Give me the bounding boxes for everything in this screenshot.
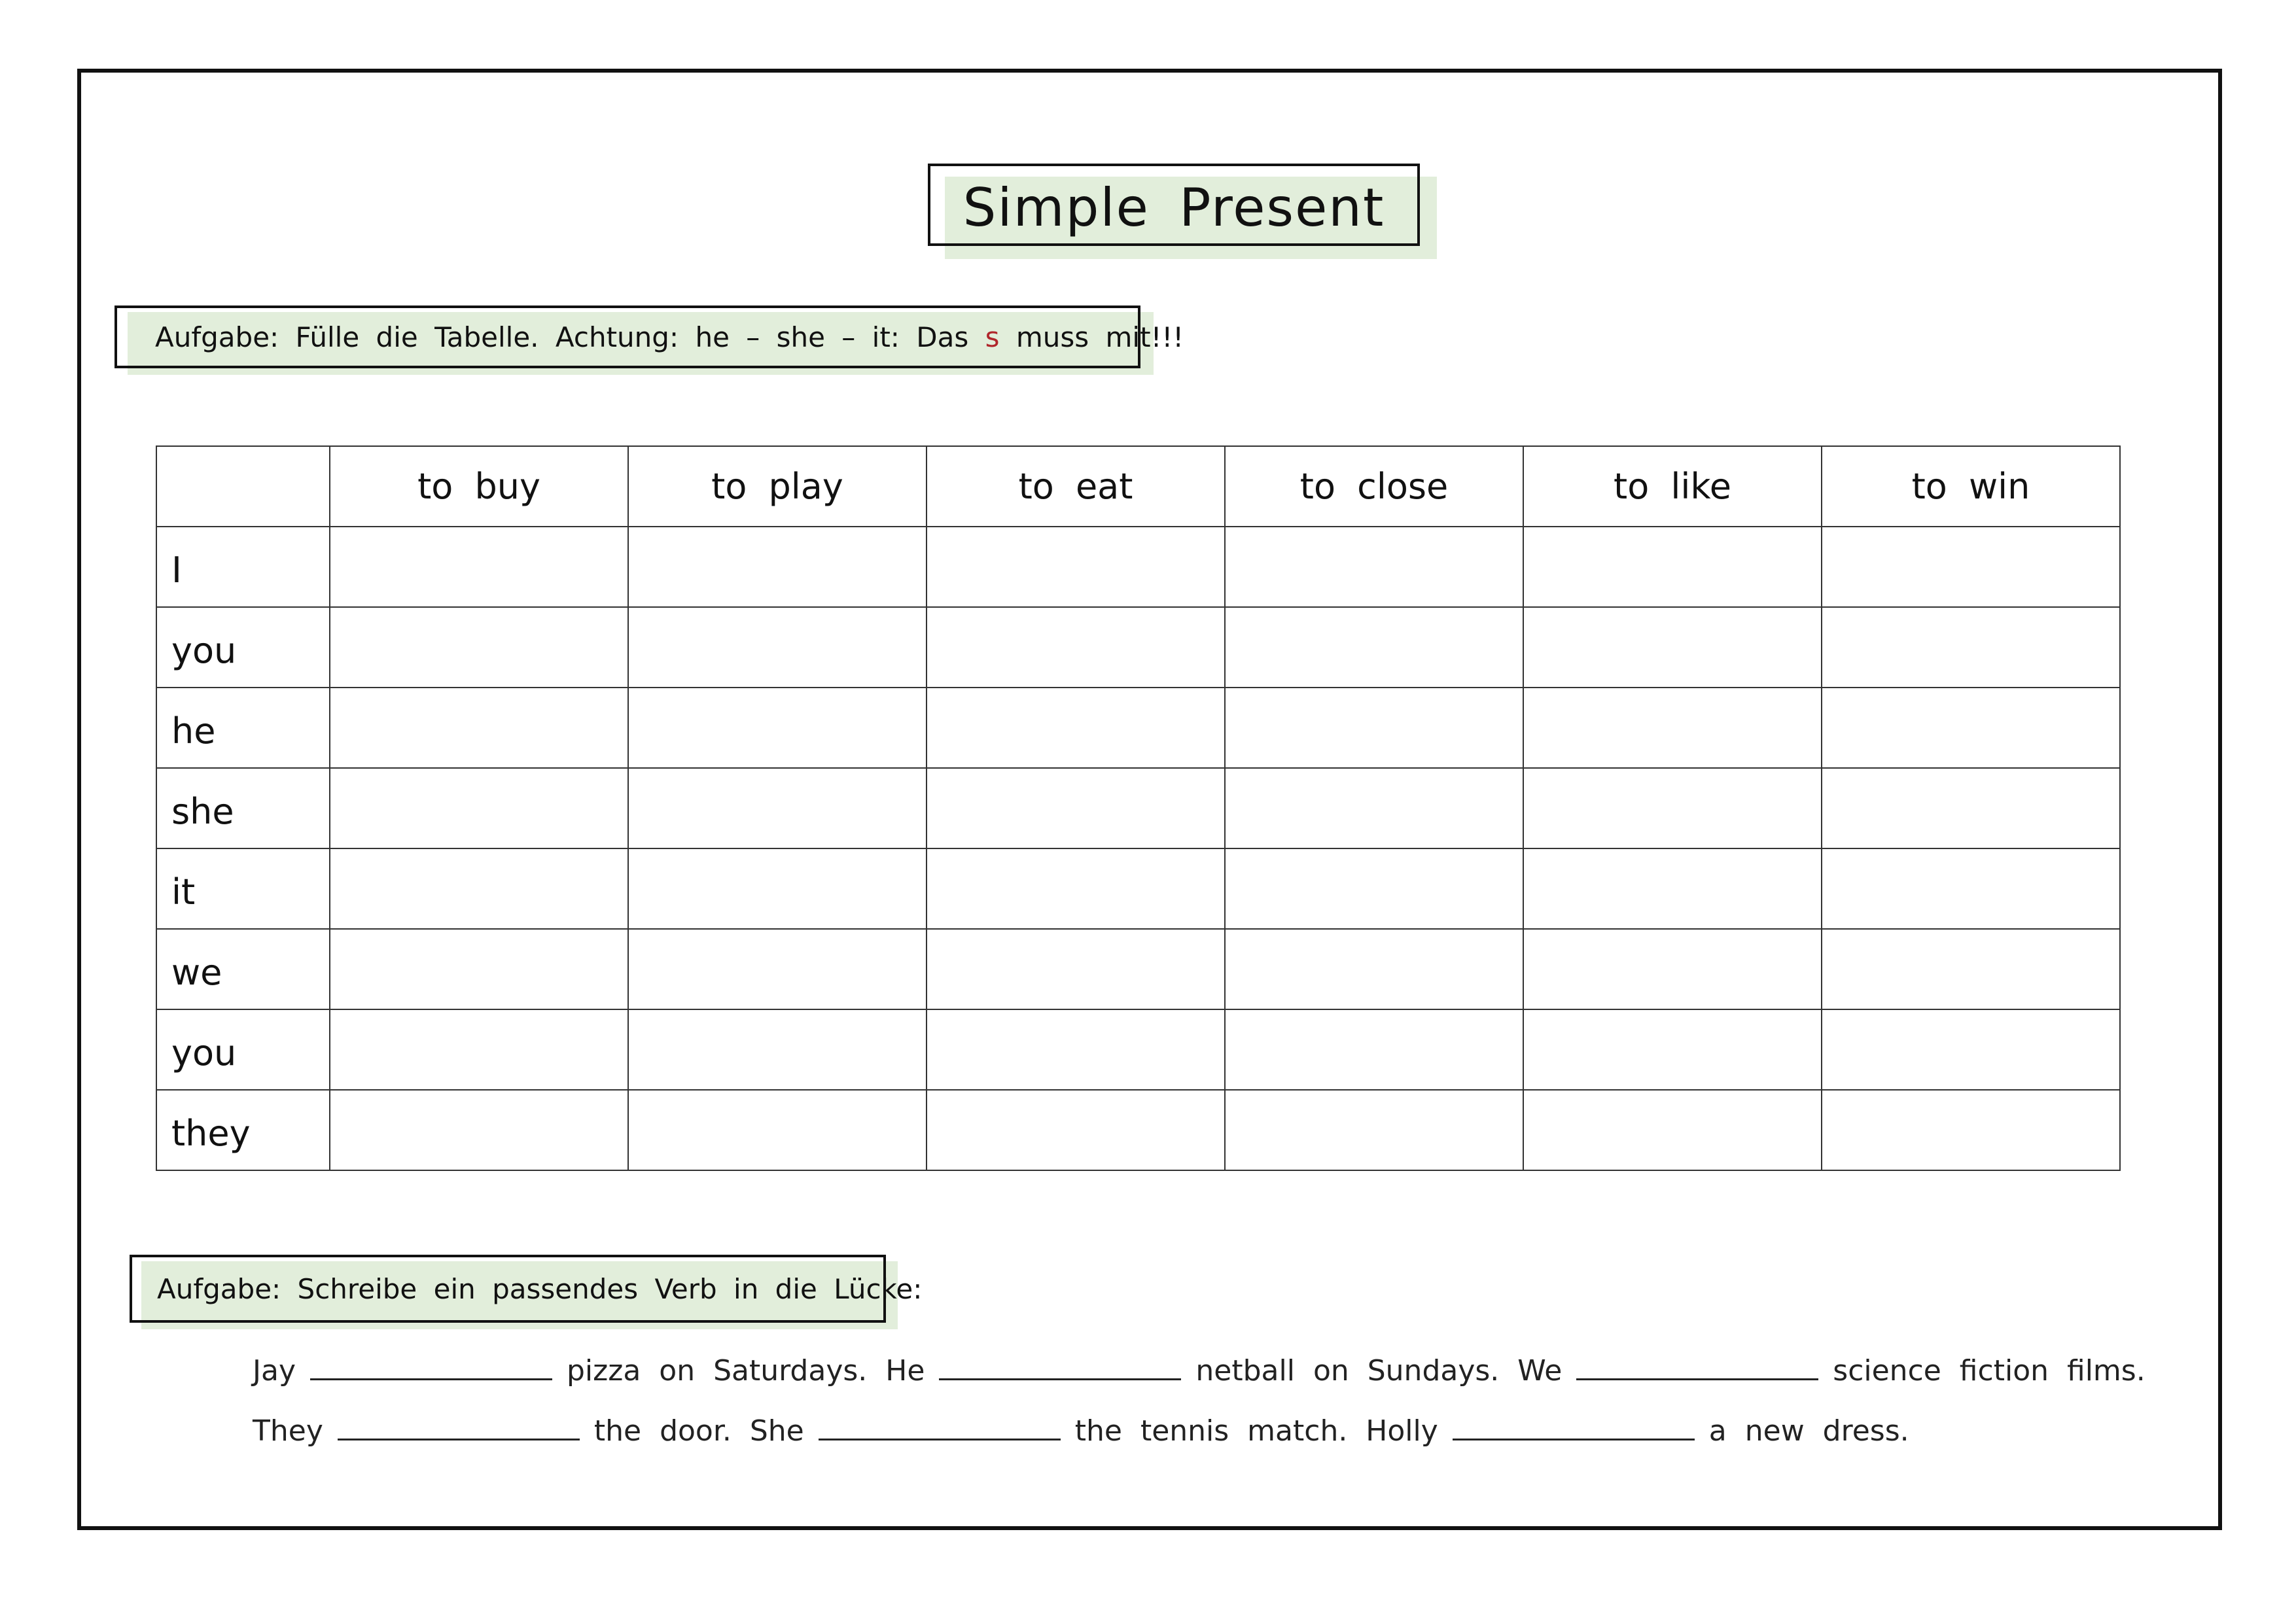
table-row xyxy=(156,1009,2120,1090)
task-fill-gaps xyxy=(130,1255,923,1323)
answer-blank[interactable] xyxy=(310,1352,552,1380)
sentence-text: They xyxy=(253,1414,323,1448)
task-fill-table xyxy=(115,305,1184,368)
answer-cell[interactable] xyxy=(1523,527,1822,607)
header-verb: to like xyxy=(1523,446,1822,527)
answer-cell[interactable] xyxy=(628,607,927,688)
table-row xyxy=(156,768,2120,848)
table-row xyxy=(156,527,2120,607)
task-text: Aufgabe: Schreibe ein passendes Verb in die Lücke: xyxy=(157,1272,923,1305)
answer-cell[interactable] xyxy=(1225,607,1523,688)
pronoun-cell: we xyxy=(156,929,330,1009)
answer-cell[interactable] xyxy=(1822,527,2120,607)
answer-cell[interactable] xyxy=(1822,848,2120,929)
header-verb: to eat xyxy=(927,446,1225,527)
title-panel xyxy=(928,164,1420,246)
answer-cell[interactable] xyxy=(1523,768,1822,848)
answer-cell[interactable] xyxy=(628,688,927,768)
header-verb: to close xyxy=(1225,446,1523,527)
answer-cell[interactable] xyxy=(1523,688,1822,768)
sentence-text: the door. She xyxy=(593,1414,804,1448)
answer-cell[interactable] xyxy=(1225,848,1523,929)
answer-blank[interactable] xyxy=(1576,1352,1818,1380)
pronoun-cell: it xyxy=(156,848,330,929)
pronoun-cell: he xyxy=(156,688,330,768)
answer-cell[interactable] xyxy=(330,848,628,929)
answer-cell[interactable] xyxy=(927,1090,1225,1170)
answer-cell[interactable] xyxy=(927,688,1225,768)
table-row xyxy=(156,688,2120,768)
pronoun-cell: they xyxy=(156,1090,330,1170)
conjugation-table xyxy=(156,445,2121,1171)
gap-sentences xyxy=(253,1341,2146,1461)
answer-cell[interactable] xyxy=(330,1009,628,1090)
answer-cell[interactable] xyxy=(1822,1009,2120,1090)
table-row xyxy=(156,607,2120,688)
table-row xyxy=(156,929,2120,1009)
answer-cell[interactable] xyxy=(927,527,1225,607)
header-verb: to play xyxy=(628,446,927,527)
sentence-text: science fiction films. xyxy=(1833,1354,2146,1387)
sentence-text: the tennis match. Holly xyxy=(1074,1414,1438,1448)
answer-cell[interactable] xyxy=(628,768,927,848)
pronoun-cell: you xyxy=(156,607,330,688)
answer-cell[interactable] xyxy=(927,768,1225,848)
title-box xyxy=(928,164,1420,246)
answer-cell[interactable] xyxy=(927,1009,1225,1090)
answer-cell[interactable] xyxy=(1523,848,1822,929)
answer-cell[interactable] xyxy=(1225,1090,1523,1170)
answer-blank[interactable] xyxy=(939,1352,1181,1380)
header-verb: to win xyxy=(1822,446,2120,527)
answer-cell[interactable] xyxy=(628,1090,927,1170)
answer-cell[interactable] xyxy=(927,607,1225,688)
answer-cell[interactable] xyxy=(1225,929,1523,1009)
answer-cell[interactable] xyxy=(1523,607,1822,688)
answer-cell[interactable] xyxy=(1225,1009,1523,1090)
task-box xyxy=(130,1255,923,1323)
header-row xyxy=(156,446,2120,527)
pronoun-cell: she xyxy=(156,768,330,848)
page-title: Simple Present xyxy=(963,177,1385,238)
answer-cell[interactable] xyxy=(330,1090,628,1170)
answer-cell[interactable] xyxy=(330,768,628,848)
sentence-text: netball on Sundays. We xyxy=(1195,1354,1563,1387)
answer-cell[interactable] xyxy=(1822,929,2120,1009)
table-row xyxy=(156,1090,2120,1170)
task-text-before: Aufgabe: Fülle die Tabelle. Achtung: he – she – it: Das xyxy=(155,321,969,353)
answer-blank[interactable] xyxy=(338,1412,580,1440)
answer-cell[interactable] xyxy=(330,607,628,688)
task-highlight-letter: s xyxy=(985,321,1000,353)
sentence-text: pizza on Saturdays. He xyxy=(566,1354,925,1387)
answer-cell[interactable] xyxy=(1822,688,2120,768)
answer-cell[interactable] xyxy=(330,929,628,1009)
pronoun-cell: I xyxy=(156,527,330,607)
answer-cell[interactable] xyxy=(628,527,927,607)
sentence-line xyxy=(253,1341,2146,1401)
answer-cell[interactable] xyxy=(628,1009,927,1090)
pronoun-cell: you xyxy=(156,1009,330,1090)
answer-cell[interactable] xyxy=(927,929,1225,1009)
answer-cell[interactable] xyxy=(1225,768,1523,848)
answer-blank[interactable] xyxy=(1453,1412,1695,1440)
answer-cell[interactable] xyxy=(1225,688,1523,768)
header-verb: to buy xyxy=(330,446,628,527)
answer-cell[interactable] xyxy=(628,848,927,929)
answer-cell[interactable] xyxy=(1822,1090,2120,1170)
sentence-text: a new dress. xyxy=(1708,1414,1909,1448)
table-row xyxy=(156,848,2120,929)
answer-cell[interactable] xyxy=(330,527,628,607)
answer-cell[interactable] xyxy=(1523,1009,1822,1090)
answer-cell[interactable] xyxy=(1822,768,2120,848)
answer-cell[interactable] xyxy=(1225,527,1523,607)
answer-cell[interactable] xyxy=(927,848,1225,929)
answer-cell[interactable] xyxy=(1523,1090,1822,1170)
sentence-text: Jay xyxy=(253,1354,296,1387)
task-text-after: muss mit!!! xyxy=(1016,321,1184,353)
answer-cell[interactable] xyxy=(1523,929,1822,1009)
header-corner xyxy=(156,446,330,527)
answer-cell[interactable] xyxy=(1822,607,2120,688)
sentence-line xyxy=(253,1401,2146,1461)
answer-blank[interactable] xyxy=(819,1412,1061,1440)
task-box xyxy=(115,305,1184,368)
answer-cell[interactable] xyxy=(628,929,927,1009)
answer-cell[interactable] xyxy=(330,688,628,768)
